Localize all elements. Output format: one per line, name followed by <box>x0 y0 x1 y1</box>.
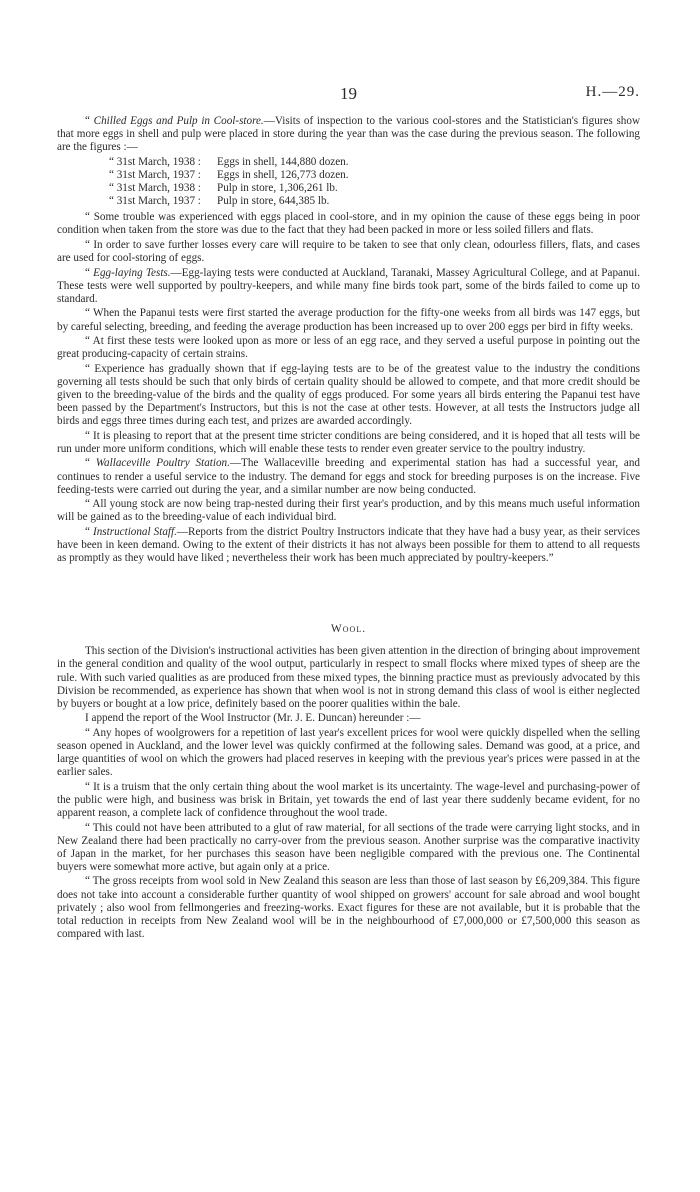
paragraph: I append the report of the Wool Instructor (Mr. J. E. Duncan) hereunder :— <box>85 712 421 725</box>
heading-instructional-staff: Instructional Staff. <box>93 525 177 538</box>
paragraph: “ Experience has gradually shown that if egg-laying tests are to be of the greatest value to the industry the conditions governing all tests should be such that only birds of certain quality should be allowed to compete, and that more credit should be given to the breeding-value of the birds and the quality of eggs produced. For some years all birds entering the Papanui test have been passed by the Department's Instructors, but this is not the case at other tests. However, at all tests the Instructors judge all birds and eggs three times during each test, and prizes are awarded accordingly. <box>57 362 640 428</box>
paragraph: “ Any hopes of woolgrowers for a repetition of last year's excellent prices for wool were quickly dispelled when the selling season opened in Auckland, and the lower level was quickly confirmed at the following sales. Demand was good, at a price, and large quantities of wool on which the growers had placed reserves in keeping with the previous year's prices were passed in at the earlier sales. <box>57 726 640 779</box>
figure-value: Eggs in shell, 126,773 dozen. <box>217 169 349 182</box>
section-title-wool: Wool. <box>330 623 367 636</box>
paragraph: “ It is a truism that the only certain thing about the wool market is its uncertainty. The wage-level and purchasing-power of the public were high, and business was brisk in Britain, yet towards the end of last year there suddenly became evident, for no apparent reason, a complete lack of confidence throughout the wool trade. <box>57 780 640 819</box>
figure-row <box>109 182 640 195</box>
heading-chilled-eggs: Chilled Eggs and Pulp in Cool-store. <box>93 115 264 127</box>
page-number: 19 <box>340 84 357 103</box>
paragraph: “ At first these tests were looked upon as more or less of an egg race, and they served a useful purpose in pointing out the great producing-capacity of certain strains. <box>57 335 640 361</box>
figure-row <box>109 156 640 169</box>
paragraph-egg-laying-tests: “ Egg-laying Tests.—Egg-laying tests were conducted at Auckland, Taranaki, Massey Agricultural College, and at Papanui. These tests were well supported by poultry-keepers, and while many fine birds took part, some of the birds failed to come up to standard. <box>57 266 640 305</box>
document-reference: H.—29. <box>585 84 640 100</box>
figure-date: “ 31st March, 1937 : <box>109 169 201 182</box>
figure-row <box>109 169 640 182</box>
figures-list <box>109 156 640 208</box>
figure-value: Eggs in shell, 144,880 dozen. <box>217 156 349 169</box>
page-header <box>57 84 640 104</box>
figure-value: Pulp in store, 644,385 lb. <box>217 195 330 208</box>
paragraph: “ Some trouble was experienced with eggs placed in cool-store, and in my opinion the cause of these eggs being in poor condition when taken from the store was due to the fact that they had been packed in more or less soiled fillers and flats. <box>57 211 640 237</box>
paragraph: “ The gross receipts from wool sold in New Zealand this season are less than those of last season by £6,209,384. This figure does not take into account a considerable further quantity of wool shipped on growers' account for sale abroad and wool bought privately ; also wool from fellmongeries and freezing-works. Exact figures for these are not available, but it is probable that the total reduction in receipts from New Zealand wool will be in the neighbourhood of £7,000,000 or £7,500,000 this season as compared with last. <box>57 875 640 940</box>
figure-date: “ 31st March, 1937 : <box>109 195 201 208</box>
figure-value: Pulp in store, 1,306,261 lb. <box>217 182 338 195</box>
paragraph: “ This could not have been attributed to a glut of raw material, for all sections of the trade were carrying light stocks, and in New Zealand there had been practically no carry-over from the previous season. Another surprise was the comparative inactivity of Japan in the market, for her purchases this season have been negligible compared with the previous one. The Continental buyers were somewhat more active, but again only at a price. <box>57 821 640 873</box>
paragraph-wallaceville: “ Wallaceville Poultry Station.—The Wallaceville breeding and experimental station has had a successful year, and continues to render a useful service to the industry. The demand for eggs and stock for breeding purposes is on the increase. Five feeding-tests were carried out during the year, and a similar number are now being conducted. <box>57 457 641 496</box>
paragraph: This section of the Division's instructional activities has been given attention in the direction of bringing about improvement in the general condition and quality of the wool output, particularly in respect to small flocks where mixed types of sheep are the rule. With such varied qualities as are produced from these mixed types, the binning practice must as previously advocated by this Division be recommended, as experience has shown that when wool is not in strong demand this class of wool is either neglected by buyers or bought at a low price, definitely based on the poorer qualities within the bale. <box>57 645 640 710</box>
paragraph-text: —Egg-laying tests were conducted at Auckland, Taranaki, Massey Agricultural College, and at Papanui. These tests were well supported by poultry-keepers, and while many fine birds took part, some of the birds failed to come up to standard. <box>57 266 640 305</box>
figure-date: “ 31st March, 1938 : <box>109 182 201 195</box>
figure-row <box>109 195 640 208</box>
paragraph-text: —Visits of inspection to the various cool-stores and the Statistician's figures show that more eggs in shell and pulp were placed in store during the year than was the case during the previous season. The following are the figures :— <box>57 115 640 154</box>
figure-date: “ 31st March, 1938 : <box>109 156 201 169</box>
heading-wallaceville: Wallaceville Poultry Station. <box>95 457 230 470</box>
paragraph: “ In order to save further losses every care will require to be taken to see that only clean, odourless fillers, flats, and cases are used for cool-storing of eggs. <box>57 238 640 265</box>
paragraph: “ It is pleasing to report that at the present time stricter conditions are being considered, and it is hoped that all tests will be run under more uniform conditions, which will enable these tests to render even greater service to the poultry industry. <box>57 429 640 455</box>
paragraph-chilled-eggs: “ Chilled Eggs and Pulp in Cool-store.—Visits of inspection to the various cool-stores and the Statistician's figures show that more eggs in shell and pulp were placed in store during the year than was the case during the previous season. The following are the figures :— <box>57 115 640 154</box>
heading-egg-laying-tests: Egg-laying Tests. <box>93 266 171 279</box>
paragraph: “ When the Papanui tests were first started the average production for the fifty-one weeks from all birds was 147 eggs, but by careful selecting, breeding, and feeding the average production has been increased up to over 200 eggs per bird in fifty weeks. <box>57 307 640 333</box>
paragraph-instructional-staff: “ Instructional Staff.—Reports from the district Poultry Instructors indicate that they have had a busy year, as their services have been in keen demand. Owing to the extent of their districts it has not always been possible for them to attend to all requests as promptly as they would have liked ; nevertheless their work has been much appreciated by poultry-keepers.” <box>57 525 640 565</box>
paragraph: “ All young stock are now being trap-nested during their first year's production, and by this means much useful information will be gained as to the breeding-value of each individual bird. <box>57 498 640 524</box>
paragraph-text: —Reports from the district Poultry Instructors indicate that they have had a busy year, as their services have been in keen demand. Owing to the extent of their districts it has not always been possible for them to attend to all requests as promptly as they would have liked ; nevertheless their work has been much appreciated by poultry-keepers.” <box>57 525 640 565</box>
document-body <box>57 115 640 941</box>
paragraph-text: —The Wallaceville breeding and experimental station has had a successful year, and continues to render a useful service to the industry. The demand for eggs and stock for breeding purposes is on the increase. Five feeding-tests were carried out during the year, and a similar number are now being conducted. <box>57 457 641 496</box>
